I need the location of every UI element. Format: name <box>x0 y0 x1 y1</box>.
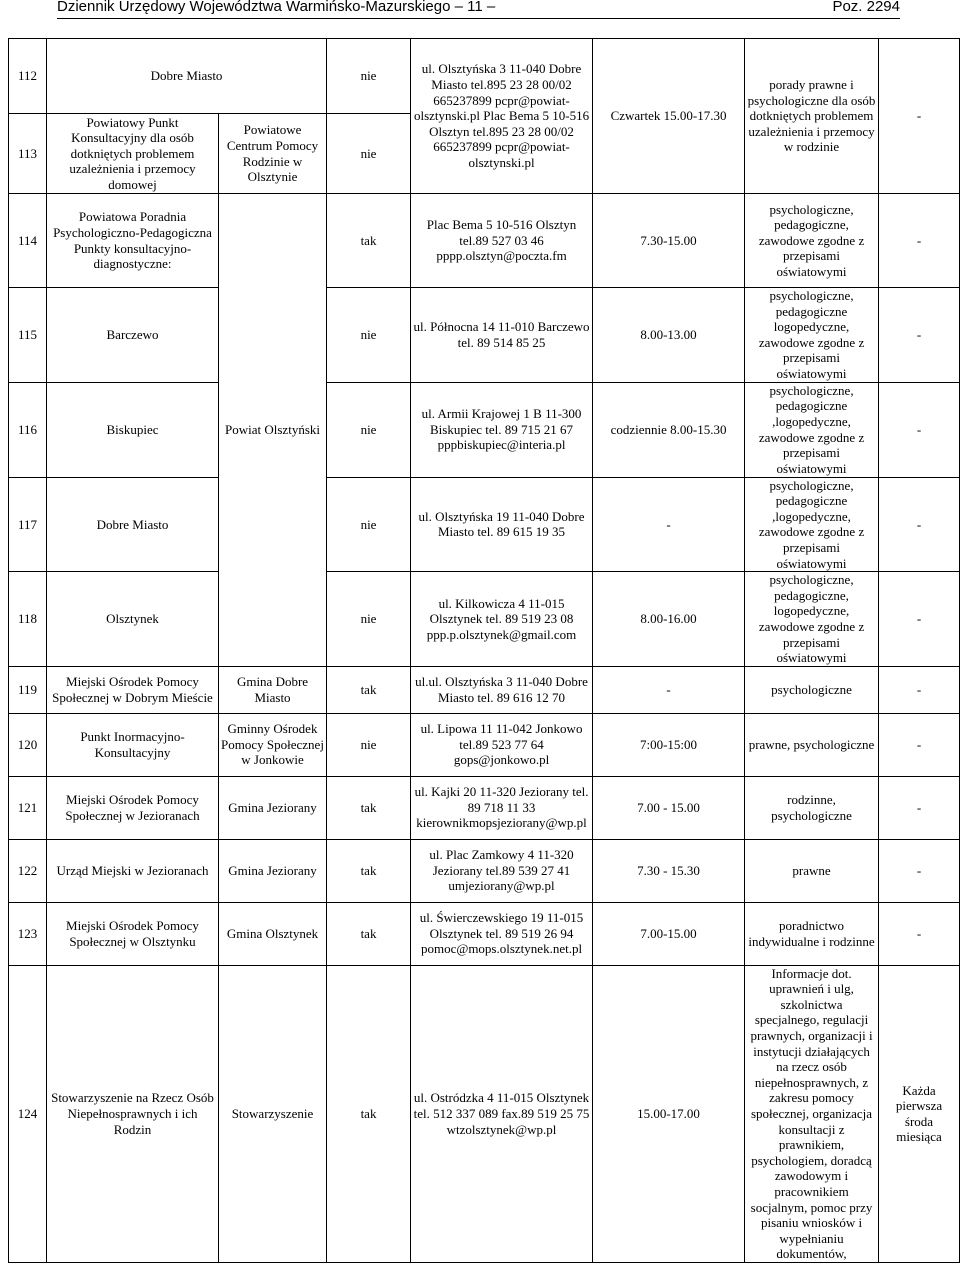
table-row <box>9 288 960 383</box>
table-row <box>9 477 960 572</box>
institution-name: Punkt Inormacyjno-Konsultacyjny <box>47 713 219 776</box>
hours: codziennie 8.00-15.30 <box>593 382 745 477</box>
organizer: Gminny Ośrodek Pomocy Społecznej w Jonkowie <box>219 713 327 776</box>
table-row <box>9 965 960 1262</box>
services: psychologiczne, pedagogiczne logopedyczne, zawodowe zgodne z przepisami oświatowymi <box>745 288 879 383</box>
institution-name: Stowarzyszenie na Rzecz Osób Niepełnosprawnych i ich Rodzin <box>47 965 219 1262</box>
address: ul. Lipowa 11 11-042 Jonkowo tel.89 523 77 64 gops@jonkowo.pl <box>411 713 593 776</box>
table-row <box>9 572 960 667</box>
services: psychologiczne, pedagogiczne, zawodowe zgodne z przepisami oświatowymi <box>745 194 879 288</box>
hours: 7.30-15.00 <box>593 194 745 288</box>
services: rodzinne, psychologiczne <box>745 776 879 839</box>
institution-name: Powiatowy Punkt Konsultacyjny dla osób dotkniętych problemem uzależnienia i przemocy domowej <box>47 114 219 194</box>
institutions-table <box>8 38 960 1263</box>
flag: tak <box>327 965 411 1262</box>
hours: - <box>593 477 745 572</box>
row-number: 124 <box>9 965 47 1262</box>
hours: - <box>593 666 745 713</box>
address: ul. Olsztyńska 3 11-040 Dobre Miasto tel.895 23 28 00/02 665237899 pcpr@powiat-olsztynski.pl Plac Bema 5 10-516 Olsztyn tel.895 23 28 00/02 665237899 pcpr@powiat-olsztynski.pl <box>411 39 593 194</box>
hours: 7.30 - 15.30 <box>593 839 745 902</box>
organizer: Gmina Jeziorany <box>219 776 327 839</box>
address: ul. Kilkowicza 4 11-015 Olsztynek tel. 89 519 23 08 ppp.p.olsztynek@gmail.com <box>411 572 593 667</box>
flag: nie <box>327 288 411 383</box>
journal-title: Dziennik Urzędowy Województwa Warmińsko-Mazurskiego – 11 – <box>57 0 496 15</box>
institution-name: Olsztynek <box>47 572 219 667</box>
hours: Czwartek 15.00-17.30 <box>593 39 745 194</box>
table-row <box>9 666 960 713</box>
position-number: Poz. 2294 <box>832 0 900 15</box>
hours: 15.00-17.00 <box>593 965 745 1262</box>
services: psychologiczne, pedagogiczne ,logopedyczne, zawodowe zgodne z przepisami oświatowymi <box>745 477 879 572</box>
extra: Każda pierwsza środa miesiąca <box>879 965 960 1262</box>
services: psychologiczne, pedagogiczne, logopedyczne, zawodowe zgodne z przepisami oświatowymi <box>745 572 879 667</box>
services: prawne <box>745 839 879 902</box>
row-number: 113 <box>9 114 47 194</box>
extra: - <box>879 776 960 839</box>
extra: - <box>879 902 960 965</box>
table-row <box>9 713 960 776</box>
address: ul.ul. Olsztyńska 3 11-040 Dobre Miasto tel. 89 616 12 70 <box>411 666 593 713</box>
address: ul. Olsztyńska 19 11-040 Dobre Miasto tel. 89 615 19 35 <box>411 477 593 572</box>
organizer: Stowarzyszenie <box>219 965 327 1262</box>
extra: - <box>879 713 960 776</box>
hours: 7.00 - 15.00 <box>593 776 745 839</box>
address: Plac Bema 5 10-516 Olsztyn tel.89 527 03 46 pppp.olsztyn@poczta.fm <box>411 194 593 288</box>
address: ul. Armii Krajowej 1 B 11-300 Biskupiec tel. 89 715 21 67 pppbiskupiec@interia.pl <box>411 382 593 477</box>
hours: 8.00-13.00 <box>593 288 745 383</box>
table-row <box>9 39 960 114</box>
row-number: 115 <box>9 288 47 383</box>
flag: tak <box>327 666 411 713</box>
organizer: Powiatowe Centrum Pomocy Rodzinie w Olsztynie <box>219 114 327 194</box>
address: ul. Ostródzka 4 11-015 Olsztynek tel. 512 337 089 fax.89 519 25 75 wtzolsztynek@wp.pl <box>411 965 593 1262</box>
hours: 7.00-15.00 <box>593 902 745 965</box>
services: Informacje dot. uprawnień i ulg, szkolnictwa specjalnego, regulacji prawnych, organizacji i instytucji działających na rzecz osób niepełnosprawnych, z zakresu pomocy społecznej, organizacja konsultacji z prawnikiem, psychologiem, doradcą zawodowym i pracownikiem socjalnym, pomoc przy pisaniu wniosków i wypełnianiu dokumentów, <box>745 965 879 1262</box>
services: poradnictwo indywidualne i rodzinne <box>745 902 879 965</box>
address: ul. Kajki 20 11-320 Jeziorany tel. 89 718 11 33 kierownikmopsjeziorany@wp.pl <box>411 776 593 839</box>
institution-name: Biskupiec <box>47 382 219 477</box>
institution-name: Miejski Ośrodek Pomocy Społecznej w Dobrym Mieście <box>47 666 219 713</box>
flag: nie <box>327 39 411 114</box>
address: ul. Świerczewskiego 19 11-015 Olsztynek tel. 89 519 26 94 pomoc@mops.olsztynek.net.pl <box>411 902 593 965</box>
institution-name: Miejski Ośrodek Pomocy Społecznej w Olsztynku <box>47 902 219 965</box>
extra: - <box>879 382 960 477</box>
flag: tak <box>327 776 411 839</box>
header-rule <box>57 18 900 19</box>
services: psychologiczne, pedagogiczne ,logopedyczne, zawodowe zgodne z przepisami oświatowymi <box>745 382 879 477</box>
flag: nie <box>327 572 411 667</box>
row-number: 121 <box>9 776 47 839</box>
row-number: 120 <box>9 713 47 776</box>
address: ul. Północna 14 11-010 Barczewo tel. 89 514 85 25 <box>411 288 593 383</box>
institution-name: Dobre Miasto <box>47 39 327 114</box>
table-row <box>9 194 960 288</box>
organizer: Gmina Dobre Miasto <box>219 666 327 713</box>
institution-name: Barczewo <box>47 288 219 383</box>
hours: 7:00-15:00 <box>593 713 745 776</box>
row-number: 116 <box>9 382 47 477</box>
table-row <box>9 382 960 477</box>
organizer: Gmina Olsztynek <box>219 902 327 965</box>
extra: - <box>879 477 960 572</box>
address: ul. Plac Zamkowy 4 11-320 Jeziorany tel.89 539 27 41 umjeziorany@wp.pl <box>411 839 593 902</box>
extra: - <box>879 839 960 902</box>
hours: 8.00-16.00 <box>593 572 745 667</box>
services: prawne, psychologiczne <box>745 713 879 776</box>
flag: nie <box>327 477 411 572</box>
institution-name: Dobre Miasto <box>47 477 219 572</box>
row-number: 114 <box>9 194 47 288</box>
institution-name: Urząd Miejski w Jezioranach <box>47 839 219 902</box>
institution-name: Miejski Ośrodek Pomocy Społecznej w Jezioranach <box>47 776 219 839</box>
row-number: 112 <box>9 39 47 114</box>
services: porady prawne i psychologiczne dla osób dotkniętych problemem uzależnienia i przemocy w rodzinie <box>745 39 879 194</box>
table-row <box>9 902 960 965</box>
institution-name: Powiatowa Poradnia Psychologiczno-Pedagogiczna Punkty konsultacyjno-diagnostyczne: <box>47 194 219 288</box>
extra: - <box>879 666 960 713</box>
table-row <box>9 776 960 839</box>
extra: - <box>879 288 960 383</box>
row-number: 123 <box>9 902 47 965</box>
organizer: Gmina Jeziorany <box>219 839 327 902</box>
extra: - <box>879 194 960 288</box>
row-number: 118 <box>9 572 47 667</box>
flag: tak <box>327 194 411 288</box>
organizer: Powiat Olsztyński <box>219 194 327 667</box>
table-row <box>9 839 960 902</box>
services: psychologiczne <box>745 666 879 713</box>
flag: nie <box>327 114 411 194</box>
row-number: 122 <box>9 839 47 902</box>
flag: nie <box>327 382 411 477</box>
page-header <box>0 0 960 26</box>
row-number: 119 <box>9 666 47 713</box>
extra: - <box>879 39 960 194</box>
row-number: 117 <box>9 477 47 572</box>
extra: - <box>879 572 960 667</box>
flag: tak <box>327 839 411 902</box>
flag: tak <box>327 902 411 965</box>
flag: nie <box>327 713 411 776</box>
